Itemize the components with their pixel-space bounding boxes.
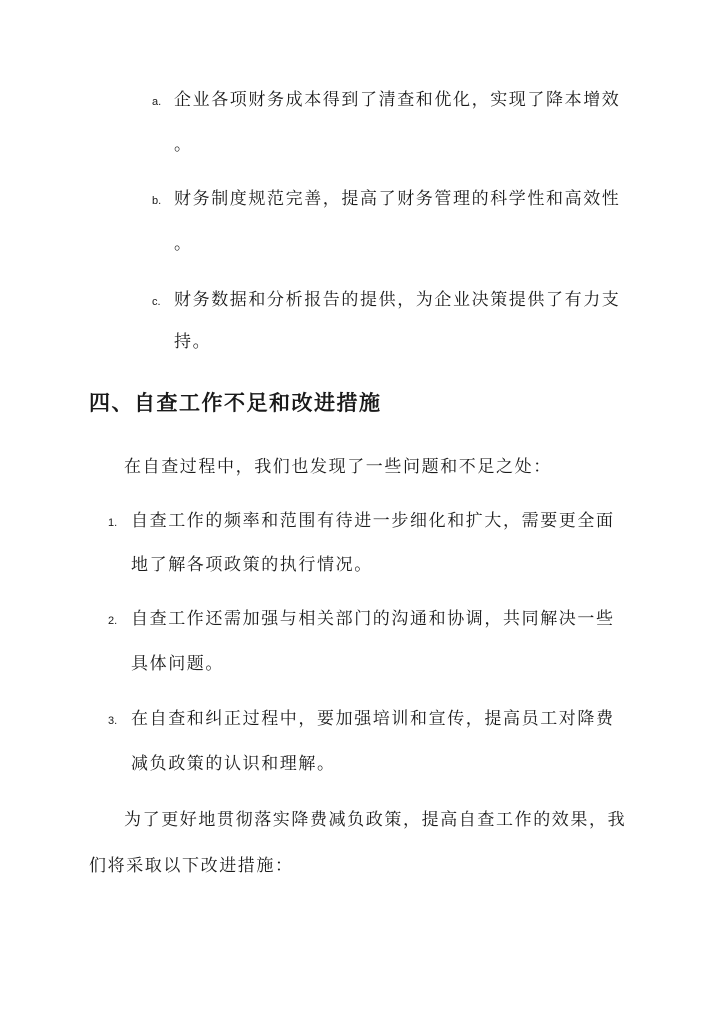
paragraph-line: 们将采取以下改进措施： [89, 856, 294, 876]
intro-paragraph: 在自查过程中，我们也发现了一些问题和不足之处： [124, 457, 552, 477]
list-marker: 1. [108, 517, 118, 529]
list-item-text-continued: 。 [174, 234, 193, 254]
list-item-text: 自查工作还需加强与相关部门的沟通和协调，共同解决一些 [131, 609, 615, 629]
list-item-text: 在自查和纠正过程中，要加强培训和宣传，提高员工对降费 [131, 709, 615, 729]
list-marker: a. [152, 96, 162, 108]
list-marker: 3. [108, 715, 118, 727]
list-item-text-continued: 。 [174, 135, 193, 155]
list-marker: b. [152, 195, 162, 207]
list-item-text: 财务制度规范完善，提高了财务管理的科学性和高效性 [174, 189, 621, 209]
list-item-text: 自查工作的频率和范围有待进一步细化和扩大，需要更全面 [131, 511, 615, 531]
list-item-text: 企业各项财务成本得到了清查和优化，实现了降本增效 [174, 90, 621, 110]
section-heading: 四、自查工作不足和改进措施 [89, 391, 382, 415]
list-item-text-continued: 具体问题。 [131, 654, 224, 674]
list-marker: c. [152, 296, 161, 308]
list-item-text-continued: 减负政策的认识和理解。 [131, 754, 336, 774]
list-item-text: 财务数据和分析报告的提供，为企业决策提供了有力支 [174, 290, 621, 310]
paragraph-line: 为了更好地贯彻落实降费减负政策，提高自查工作的效果，我 [124, 810, 627, 830]
list-item-text-continued: 地了解各项政策的执行情况。 [131, 555, 373, 575]
list-marker: 2. [108, 615, 118, 627]
list-item-text-continued: 持。 [174, 332, 212, 352]
